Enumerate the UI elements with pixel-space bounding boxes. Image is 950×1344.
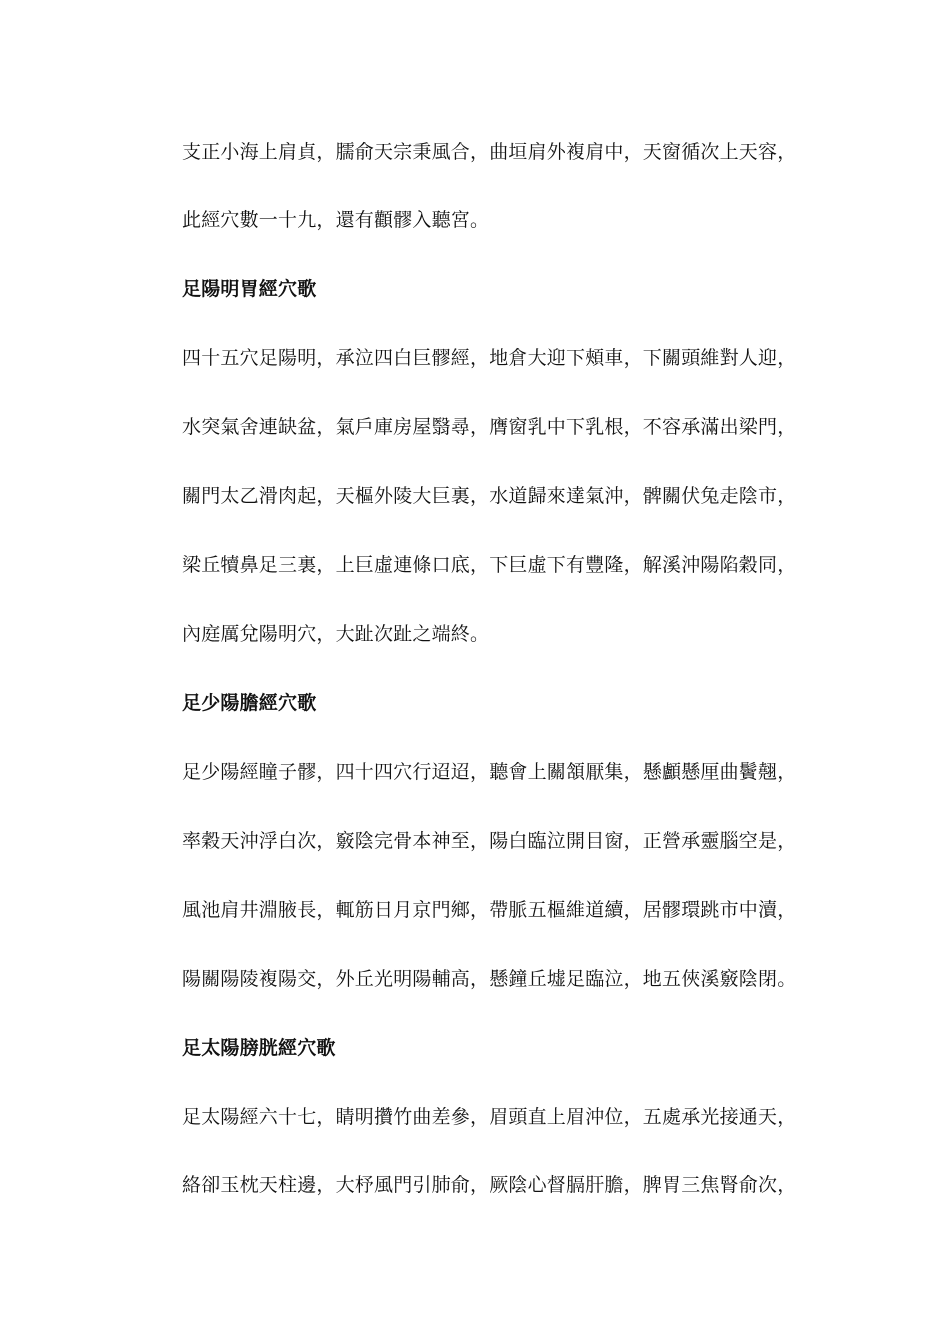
verse-line: 關門太乙滑肉起，天樞外陵大巨裏，水道歸來達氣沖，髀關伏兔走陰市， bbox=[182, 485, 797, 507]
verse-line: 足少陽經瞳子髎，四十四穴行迢迢，聽會上關頷厭集，懸顱懸厘曲鬢翹， bbox=[182, 761, 797, 783]
verse-line: 內庭厲兌陽明穴，大趾次趾之端終。 bbox=[182, 623, 490, 645]
verse-line: 水突氣舍連缺盆，氣戶庫房屋翳尋，膺窗乳中下乳根，不容承滿出梁門， bbox=[182, 416, 797, 438]
section-heading: 足太陽膀胱經穴歌 bbox=[182, 1037, 336, 1059]
verse-line: 率穀天沖浮白次，竅陰完骨本神至，陽白臨泣開目窗，正營承靈腦空是， bbox=[182, 830, 797, 852]
section-heading: 足陽明胃經穴歌 bbox=[182, 278, 317, 300]
verse-line: 足太陽經六十七，睛明攢竹曲差參，眉頭直上眉沖位，五處承光接通天， bbox=[182, 1106, 797, 1128]
section-heading: 足少陽膽經穴歌 bbox=[182, 692, 317, 714]
verse-line: 支正小海上肩貞，臑俞天宗秉風合，曲垣肩外複肩中，天窗循次上天容， bbox=[182, 141, 797, 163]
verse-line: 此經穴數一十九，還有顴髎入聽宮。 bbox=[182, 209, 490, 231]
verse-line: 絡卻玉枕天柱邊，大杼風門引肺俞，厥陰心督膈肝膽，脾胃三焦腎俞次， bbox=[182, 1174, 797, 1196]
verse-line: 四十五穴足陽明，承泣四白巨髎經，地倉大迎下頰車，下關頭維對人迎， bbox=[182, 347, 797, 369]
verse-line: 風池肩井淵腋長，輒筋日月京門鄉，帶脈五樞維道續，居髎環跳市中瀆， bbox=[182, 899, 797, 921]
verse-line: 梁丘犢鼻足三裏，上巨虛連條口底，下巨虛下有豐隆，解溪沖陽陷穀同， bbox=[182, 554, 797, 576]
verse-line: 陽關陽陵複陽交，外丘光明陽輔高，懸鐘丘墟足臨泣，地五俠溪竅陰閉。 bbox=[182, 968, 797, 990]
